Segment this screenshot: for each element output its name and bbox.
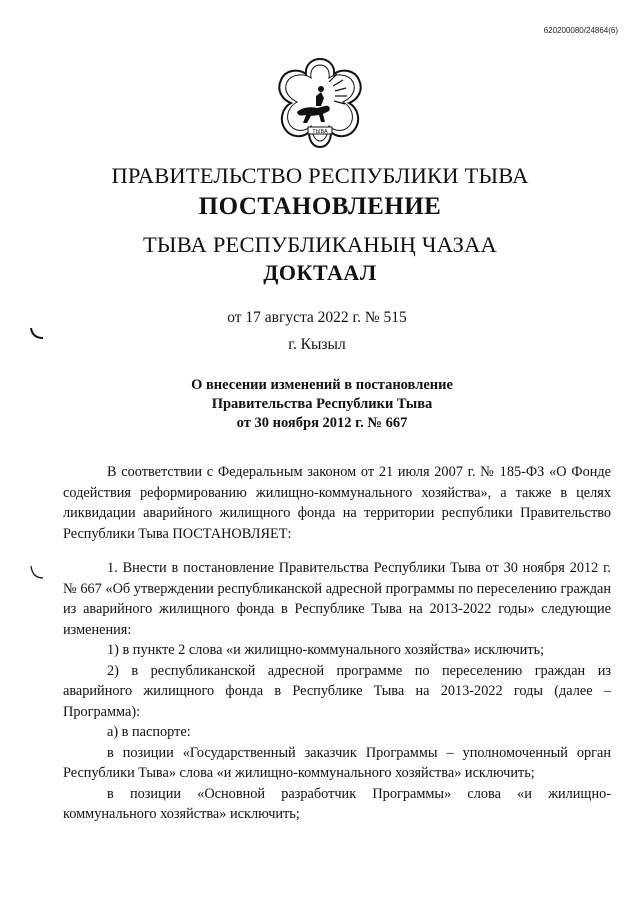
document-type-tyvan: ДОКТААЛ [263,260,377,285]
paragraph: 2) в республиканской адресной программе по переселению граждан из аварийного жилищного фонда в Республике Тыва на 2013-2022 годы (далее – Программа): [63,662,611,720]
date-and-number: от 17 августа 2022 г. № 515 [227,309,407,326]
paragraph: в позиции «Основной разработчик Программы» слова «и жилищно-коммунального хозяйства» исключить; [63,785,611,822]
svg-text:ТЫВА: ТЫВА [312,129,328,135]
punch-mark-icon [28,326,46,342]
paragraph: а) в паспорте: [107,724,191,740]
intro-paragraph: В соответствии с Федеральным законом от 21 июля 2007 г. № 185-ФЗ «О Фонде содействия реформированию жилищно-коммунального хозяйства», а также в целях ликвидации аварийного жилищного фонда на территории республики Правительство Республики Тыва ПОСТАНОВЛЯЕТ: [63,464,611,542]
paragraph: 1) в пункте 2 слова «и жилищно-коммунального хозяйства» исключить; [107,642,545,658]
subject-line: Правительства Республики Тыва [211,396,433,412]
document-type: ПОСТАНОВЛЕНИЕ [198,193,442,220]
subject-line: О внесении изменений в постановление [191,377,453,393]
government-title: ПРАВИТЕЛЬСТВО РЕСПУБЛИКИ ТЫВА [111,163,529,188]
document-subject [0,376,640,433]
paragraph: 1. Внести в постановление Правительства Республики Тыва от 30 ноября 2012 г. № 667 «Об утверждении республиканской адресной программы по переселению граждан из аварийного жилищного фонда в Республике Тыва на 2013-2022 годы» следующие изменения: [63,560,611,638]
coat-of-arms-icon [271,56,369,150]
paragraph: в позиции «Государственный заказчик Программы – уполномоченный орган Республики Тыва» слова «и жилищно-коммунального хозяйства» исключить; [63,744,611,781]
document-number: 620200080/24864(6) [543,26,618,35]
government-title-tyvan: ТЫВА РЕСПУБЛИКАНЫҢ ЧАЗАА [142,232,498,257]
city: г. Кызыл [288,336,346,353]
subject-line: от 30 ноября 2012 г. № 667 [236,415,408,431]
document-body [63,462,611,825]
punch-mark-icon [28,564,46,582]
